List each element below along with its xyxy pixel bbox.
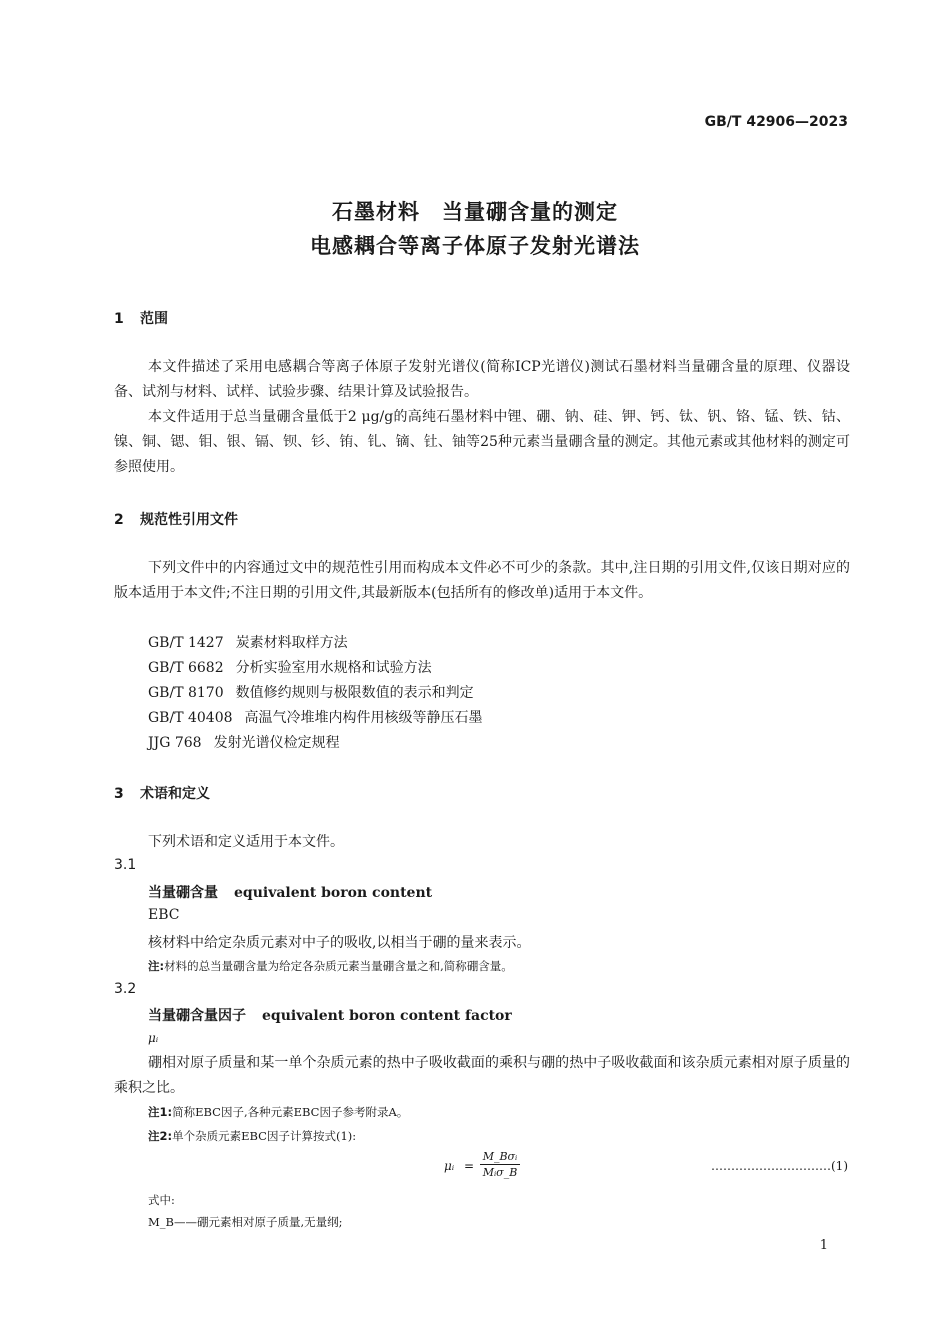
reference-item xyxy=(148,732,340,752)
formula-fraction xyxy=(480,1150,520,1179)
page-number: 1 xyxy=(819,1238,828,1253)
reference-name: 发射光谱仪检定规程 xyxy=(213,735,340,751)
term-english: equivalent boron content xyxy=(234,885,433,901)
reference-code: GB/T 40408 xyxy=(148,710,233,726)
reference-name: 数值修约规则与极限数值的表示和判定 xyxy=(235,685,474,701)
term-3-2-note-2 xyxy=(148,1128,356,1144)
term-3-1-number: 3.1 xyxy=(114,857,137,873)
formula-denominator: Mᵢσ_B xyxy=(482,1166,518,1179)
term-3-1-note xyxy=(148,958,513,974)
section-number: 1 xyxy=(114,311,124,327)
term-chinese: 当量硼含量因子 xyxy=(148,1008,246,1024)
term-chinese: 当量硼含量 xyxy=(148,885,218,901)
formula-1 xyxy=(444,1150,564,1186)
section-2-heading xyxy=(114,509,238,529)
term-english: equivalent boron content factor xyxy=(262,1008,512,1024)
section-1-heading xyxy=(114,308,168,328)
term-3-2-note-1 xyxy=(148,1104,408,1120)
section-2-paragraph-1: 下列文件中的内容通过文中的规范性引用而构成本文件必不可少的条款。其中,注日期的引用文件,仅该日期对应的版本适用于本文件;不注日期的引用文件,其最新版本(包括所有的修改单)适用于本文件。 xyxy=(114,560,850,601)
reference-code: GB/T 8170 xyxy=(148,685,224,701)
section-3-heading xyxy=(114,783,210,803)
reference-name: 炭素材料取样方法 xyxy=(235,635,348,651)
reference-code: JJG 768 xyxy=(148,735,202,751)
note-label: 注1: xyxy=(148,1105,173,1119)
term-3-2-heading xyxy=(148,1005,512,1025)
reference-name: 分析实验室用水规格和试验方法 xyxy=(235,660,432,676)
formula-lhs: μᵢ xyxy=(444,1159,455,1173)
reference-item xyxy=(148,657,432,677)
formula-numerator: M_Bσᵢ xyxy=(480,1150,520,1165)
section-number: 3 xyxy=(114,786,124,802)
section-1-paragraph-2: 本文件适用于总当量硼含量低于2 μg/g的高纯石墨材料中锂、硼、钠、硅、钾、钙、钛、钒、铬、锰、铁、钴、镍、铜、锶、钼、银、镉、钡、钐、铕、钆、镝、钍、铀等25种元素当量硼含量的测定。其他元素或其他材料的测定可参照使用。 xyxy=(114,409,850,475)
section-1-paragraph-1: 本文件描述了采用电感耦合等离子体原子发射光谱仪(简称ICP光谱仪)测试石墨材料当量硼含量的原理、仪器设备、试剂与材料、试样、试验步骤、结果计算及试验报告。 xyxy=(114,359,850,400)
section-number: 2 xyxy=(114,512,124,528)
section-3-paragraph-1: 下列术语和定义适用于本文件。 xyxy=(148,834,344,850)
term-3-1-heading xyxy=(148,882,432,902)
reference-code: GB/T 1427 xyxy=(148,635,224,651)
note-label: 注: xyxy=(148,959,165,973)
equation-number-label: (1) xyxy=(831,1159,848,1173)
term-3-2-definition: 硼相对原子质量和某一单个杂质元素的热中子吸收截面的乘积与硼的热中子吸收截面和该杂质元素相对原子质量的乘积之比。 xyxy=(114,1055,850,1096)
reference-item xyxy=(148,682,474,702)
section-title: 规范性引用文件 xyxy=(140,512,238,528)
standard-number: GB/T 42906—2023 xyxy=(704,114,848,130)
section-title: 范围 xyxy=(140,311,168,327)
formula-equals: = xyxy=(464,1159,475,1173)
note-label: 注2: xyxy=(148,1129,173,1143)
reference-name: 高温气冷堆堆内构件用核级等静压石墨 xyxy=(244,710,483,726)
reference-item xyxy=(148,707,483,727)
note-text: 简称EBC因子,各种元素EBC因子参考附录A。 xyxy=(172,1105,409,1119)
where-label: 式中: xyxy=(148,1193,175,1207)
term-3-1-abbreviation: EBC xyxy=(148,907,180,923)
document-title-line2: 电感耦合等离子体原子发射光谱法 xyxy=(310,234,640,258)
section-title: 术语和定义 xyxy=(140,786,210,802)
note-text: 材料的总当量硼含量为给定各杂质元素当量硼含量之和,简称硼含量。 xyxy=(164,959,513,973)
document-title-line1: 石墨材料 当量硼含量的测定 xyxy=(332,200,618,224)
term-3-2-number: 3.2 xyxy=(114,981,137,997)
reference-code: GB/T 6682 xyxy=(148,660,224,676)
reference-item xyxy=(148,632,348,652)
where-item-1: M_B——硼元素相对原子质量,无量纲; xyxy=(148,1215,343,1229)
term-3-2-symbol: μᵢ xyxy=(148,1031,159,1045)
equation-number xyxy=(711,1159,848,1173)
term-3-1-definition: 核材料中给定杂质元素对中子的吸收,以相当于硼的量来表示。 xyxy=(148,935,531,951)
equation-leader-dots: ………………………… xyxy=(711,1159,831,1173)
note-text: 单个杂质元素EBC因子计算按式(1): xyxy=(172,1129,357,1143)
